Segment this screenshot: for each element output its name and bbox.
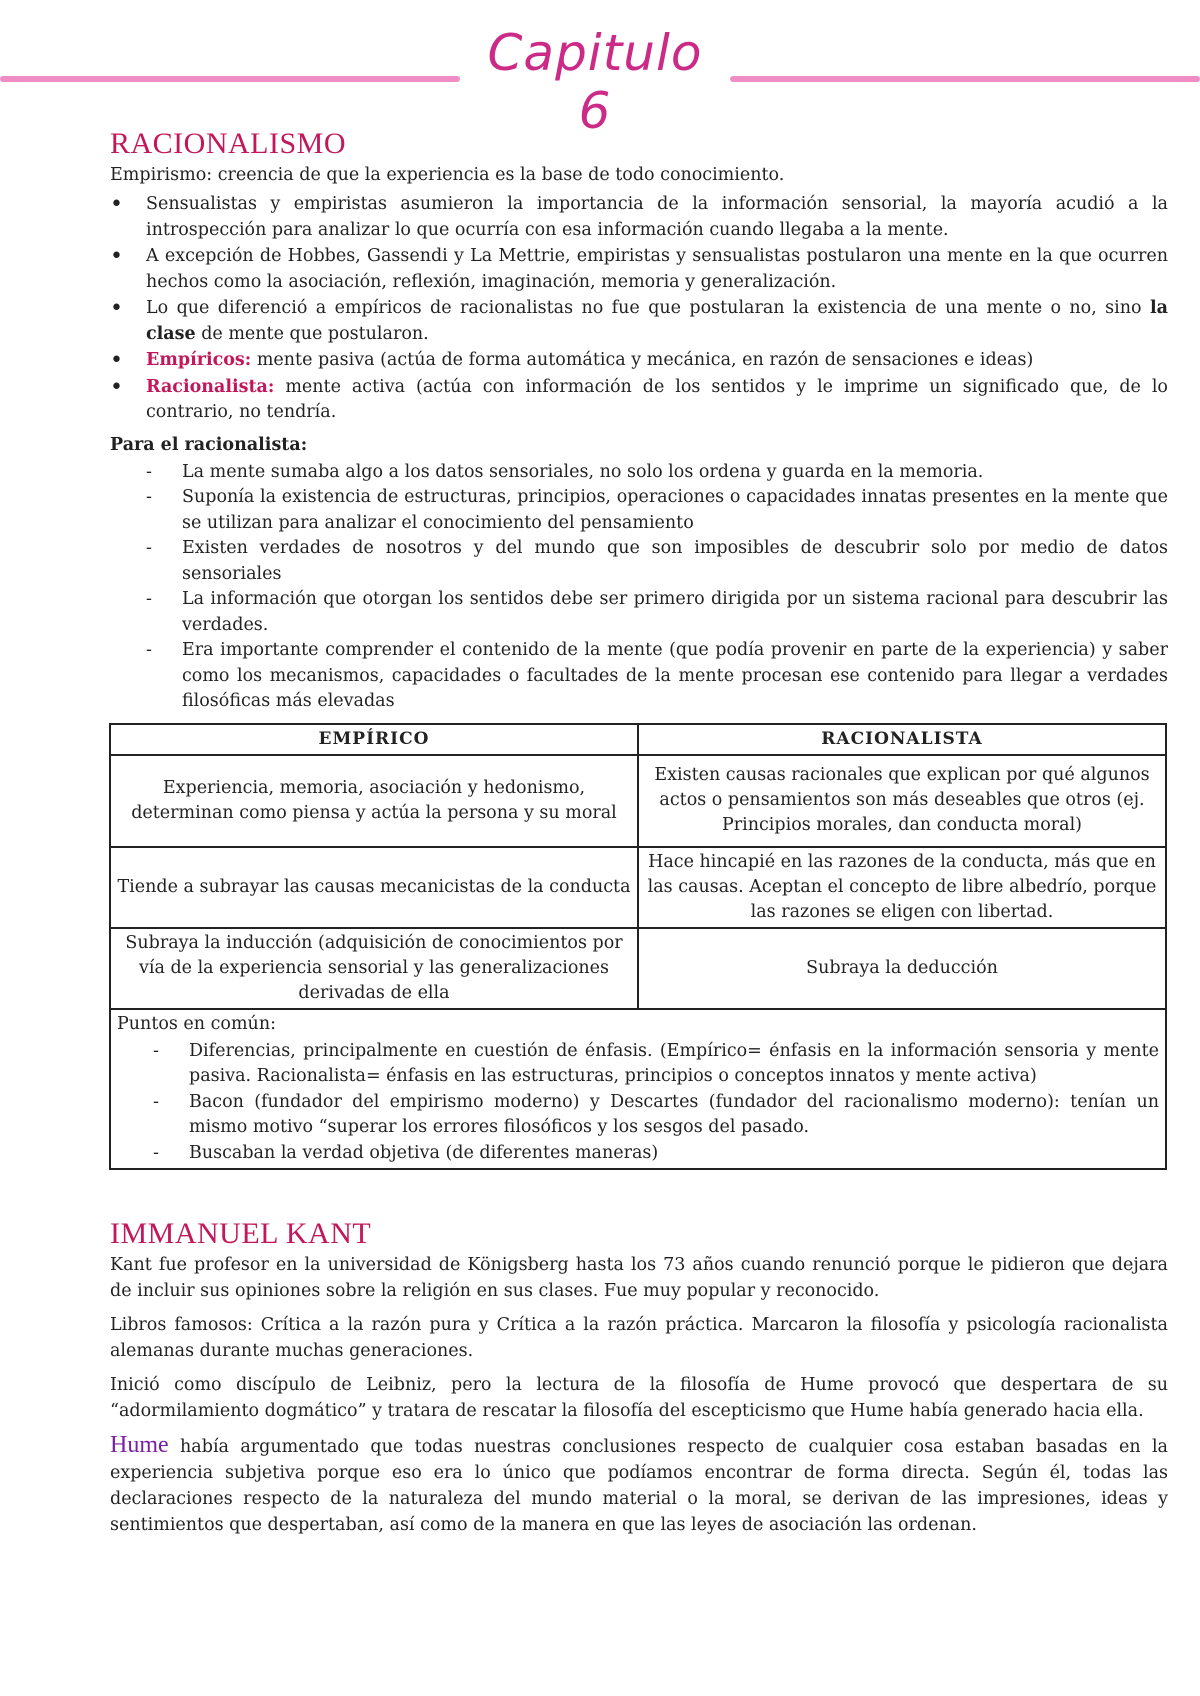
list-item bbox=[110, 348, 1168, 374]
bullet-text: Lo que diferenció a empíricos de racionalistas no fue que postularan la existencia de una mente o no, sino bbox=[146, 298, 1142, 318]
bullet-text: de mente que postularon. bbox=[201, 323, 429, 344]
bullet-label-empiricos: Empíricos: bbox=[146, 350, 252, 370]
kant-paragraph: Libros famosos: Crítica a la razón pura y Crítica a la razón práctica. Marcaron la filosofía y psicología racionalista alemanas durante muchas generaciones. bbox=[110, 1315, 1168, 1361]
bullet-text: Sensualistas y empiristas asumieron la importancia de la información sensorial, la mayoría acudió a la introspección para analizar lo que ocurría con esa información cuando llegaba a la mente. bbox=[146, 194, 1168, 240]
list-item: - Diferencias, principalmente en cuestión de énfasis. (Empírico= énfasis en la información sensoria y mente pasiva. Racionalista= énfasis en las estructuras, principios o conceptos innatos y mente activa) bbox=[117, 1039, 1159, 1090]
list-item bbox=[110, 192, 1168, 243]
intro-paragraph: Empirismo: creencia de que la experiencia es la base de todo conocimiento. bbox=[110, 165, 785, 185]
subheading-para-el-racionalista: Para el racionalista: bbox=[110, 434, 308, 455]
table-row bbox=[110, 755, 1166, 847]
comparison-table bbox=[109, 723, 1167, 1171]
bullet-list bbox=[110, 192, 1168, 426]
main-content bbox=[110, 126, 1168, 1546]
kant-paragraph-hume bbox=[110, 1432, 1168, 1538]
table-row-common bbox=[110, 1009, 1166, 1170]
table-cell: Experiencia, memoria, asociación y hedonismo, determinan como piensa y actúa la persona y su moral bbox=[110, 755, 638, 847]
bullet-text: mente pasiva (actúa de forma automática y mecánica, en razón de sensaciones e ideas) bbox=[256, 350, 1034, 370]
table-cell: Subraya la deducción bbox=[638, 928, 1166, 1009]
chapter-header bbox=[0, 18, 1200, 140]
list-item: - Era importante comprender el contenido de la mente (que podía provenir en parte de la experiencia) y saber como los mecanismos, capacidades o facultades de la mente procesan ese contenido para llegar a verdades filosóficas más elevadas bbox=[110, 638, 1168, 715]
common-points-cell bbox=[110, 1009, 1166, 1170]
column-header-empirico: EMPÍRICO bbox=[110, 724, 638, 755]
list-item: - La mente sumaba algo a los datos sensoriales, no solo los ordena y guarda en la memoria. bbox=[110, 460, 1168, 486]
table-cell: Subraya la inducción (adquisición de conocimientos por vía de la experiencia sensorial y las generalizaciones derivadas de ella bbox=[110, 928, 638, 1009]
table-row bbox=[110, 928, 1166, 1009]
header-rule-left bbox=[0, 76, 460, 82]
column-header-racionalista: RACIONALISTA bbox=[638, 724, 1166, 755]
kant-paragraph: Kant fue profesor en la universidad de Königsberg hasta los 73 años cuando renunció porque le pidieron que dejara de incluir sus opiniones sobre la religión en sus clases. Fue muy popular y reconocido. bbox=[110, 1255, 1168, 1301]
list-item bbox=[110, 296, 1168, 347]
table-cell: Tiende a subrayar las causas mecanicistas de la conducta bbox=[110, 847, 638, 928]
section-heading-racionalismo: RACIONALISMO bbox=[110, 127, 347, 160]
list-item bbox=[110, 375, 1168, 426]
table-cell: Hace hincapié en las razones de la conducta, más que en las causas. Aceptan el concepto de libre albedrío, porque las razones se eligen con libertad. bbox=[638, 847, 1166, 928]
list-item: - La información que otorgan los sentidos debe ser primero dirigida por un sistema racional para descubrir las verdades. bbox=[110, 587, 1168, 638]
header-rule-right bbox=[730, 76, 1200, 82]
kant-paragraph: Inició como discípulo de Leibniz, pero la lectura de la filosofía de Hume provocó que despertara de su “adormilamiento dogmático” y tratara de rescatar la filosofía del escepticismo que Hume había generado hacia ella. bbox=[110, 1375, 1168, 1421]
list-item bbox=[110, 244, 1168, 295]
table-header-row bbox=[110, 724, 1166, 755]
table-row bbox=[110, 847, 1166, 928]
chapter-title: Capitulo 6 bbox=[487, 24, 703, 140]
common-points-list bbox=[117, 1039, 1159, 1167]
bullet-emphasis: la clase bbox=[146, 298, 1168, 344]
list-item: - Bacon (fundador del empirismo moderno) y Descartes (fundador del racionalismo moderno): tenían un mismo motivo “superar los errores filosóficos y los sesgos del pasado. bbox=[117, 1090, 1159, 1141]
hume-name: Hume bbox=[110, 1432, 169, 1458]
list-item: - Buscaban la verdad objetiva (de diferentes maneras) bbox=[117, 1141, 1159, 1167]
section-heading-kant: IMMANUEL KANT bbox=[110, 1217, 372, 1250]
hume-text: había argumentado que todas nuestras conclusiones respecto de cualquier cosa estaban basadas en la experiencia subjetiva porque eso era lo único que podíamos encontrar de forma directa. Según él, todas las declaraciones respecto de la naturaleza del mundo material o la moral, se derivan de las impresiones, ideas y sentimientos que despertaban, así como de la manera en que las leyes de asociación las ordenan. bbox=[110, 1437, 1168, 1535]
list-item: - Suponía la existencia de estructuras, principios, operaciones o capacidades innatas presentes en la mente que se utilizan para analizar el conocimiento del pensamiento bbox=[110, 485, 1168, 536]
dash-list bbox=[110, 460, 1168, 715]
common-points-heading: Puntos en común: bbox=[117, 1013, 276, 1034]
table-cell: Existen causas racionales que explican por qué algunos actos o pensamientos son más deseables que otros (ej. Principios morales, dan conducta moral) bbox=[638, 755, 1166, 847]
kant-section bbox=[110, 1252, 1168, 1538]
bullet-text: A excepción de Hobbes, Gassendi y La Mettrie, empiristas y sensualistas postularon una mente en la que ocurren hechos como la asociación, reflexión, imaginación, memoria y generalización. bbox=[146, 246, 1168, 292]
bullet-label-racionalista: Racionalista: bbox=[146, 376, 275, 397]
list-item: - Existen verdades de nosotros y del mundo que son imposibles de descubrir solo por medio de datos sensoriales bbox=[110, 536, 1168, 587]
bullet-text: mente activa (actúa con información de los sentidos y le imprime un significado que, de lo contrario, no tendría. bbox=[146, 376, 1168, 422]
